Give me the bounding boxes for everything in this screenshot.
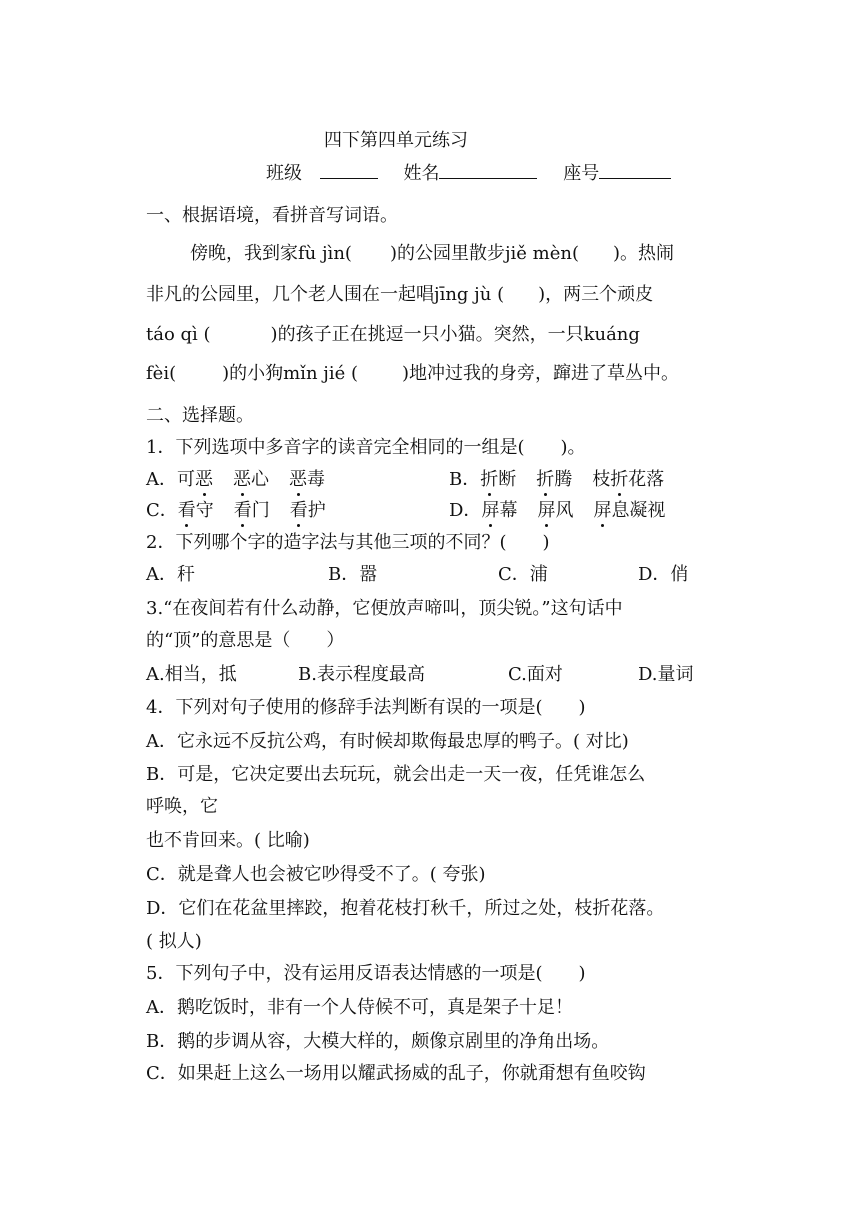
section1-line2 xyxy=(146,284,653,306)
q4-option-b-line3[interactable]: 也不肯回来。( 比喻) xyxy=(146,830,310,851)
text: )。热闹 xyxy=(613,243,675,264)
q3-option-d[interactable]: D.量词 xyxy=(638,664,694,685)
polyphonic-char: 屏 xyxy=(593,500,612,521)
option-word: 看门 xyxy=(233,500,270,521)
polyphonic-char: 屏 xyxy=(537,500,556,521)
text: fèi( xyxy=(146,363,177,384)
text: )的孩子正在挑逗一只小猫。突然，一只kuáng xyxy=(270,324,640,345)
class-label: 班级 xyxy=(266,163,302,184)
q4-stem: 4．下列对句子使用的修辞手法判断有误的一项是( ) xyxy=(146,697,586,718)
q5-option-b[interactable]: B．鹅的步调从容，大模大样的，颇像京剧里的净角出场。 xyxy=(146,1031,610,1052)
seat-blank[interactable] xyxy=(599,162,671,179)
q4-option-d-line1[interactable]: D．它们在花盆里摔跤，抱着花枝打秋千，所过之处，枝折花落。 xyxy=(146,898,665,919)
polyphonic-char: 看 xyxy=(233,500,252,521)
name-blank[interactable] xyxy=(439,162,537,179)
section2-heading: 二、选择题。 xyxy=(146,405,254,426)
text: 傍晚，我到家fù jìn( xyxy=(190,243,352,264)
text: )的小狗mǐn jié ( xyxy=(222,363,358,384)
q4-option-d-line2[interactable]: ( 拟人) xyxy=(146,931,202,952)
q3-option-b[interactable]: B.表示程度最高 xyxy=(298,664,425,685)
option-word: 枝折花落 xyxy=(592,469,665,490)
option-words xyxy=(177,469,325,490)
q4-option-c[interactable]: C．就是聋人也会被它吵得受不了。( 夸张) xyxy=(146,864,486,885)
option-word: 恶心 xyxy=(233,469,269,490)
q5-option-c[interactable]: C．如果赶上这么一场用以耀武扬威的乱子，你就甭想有鱼咬钩 xyxy=(146,1063,646,1084)
q3-option-c[interactable]: C.面对 xyxy=(508,664,563,685)
text: )地冲过我的身旁，蹿进了草丛中。 xyxy=(402,363,680,384)
option-word: 屏息凝视 xyxy=(593,500,666,521)
q3-stem-1: 3.“在夜间若有什么动静，它便放声啼叫，顶尖锐。”这句话中 xyxy=(146,598,623,619)
q5-option-a[interactable]: A．鹅吃饭时，非有一个人侍候不可，真是架子十足！ xyxy=(146,997,573,1018)
polyphonic-char: 屏 xyxy=(481,500,500,521)
q1-option-b[interactable]: B．折断 折腾 枝折花落 xyxy=(449,469,665,490)
option-word: 折腾 xyxy=(536,469,573,490)
polyphonic-char: 恶 xyxy=(195,469,213,490)
q2-option-d[interactable]: D．俏 xyxy=(638,564,689,585)
q4-option-b-line2[interactable]: 呼唤，它 xyxy=(146,796,218,817)
polyphonic-char: 看 xyxy=(289,500,308,521)
option-word: 折断 xyxy=(480,469,517,490)
section1-line1 xyxy=(190,243,674,265)
option-words xyxy=(481,500,665,521)
q2-stem: 2．下列哪个字的造字法与其他三项的不同？( ) xyxy=(146,532,550,553)
option-word: 屏风 xyxy=(537,500,574,521)
polyphonic-char: 恶 xyxy=(289,469,307,490)
option-word: 恶毒 xyxy=(289,469,325,490)
q1-option-d[interactable]: D．屏幕 屏风 屏息凝视 xyxy=(449,500,666,521)
q5-stem: 5．下列句子中，没有运用反语表达情感的一项是( ) xyxy=(146,963,586,984)
option-words xyxy=(480,469,664,490)
name-label: 姓名 xyxy=(403,163,440,184)
q2-option-a[interactable]: A．秆 xyxy=(146,564,195,585)
q3-stem-2: 的“顶”的意思是（ ） xyxy=(146,630,345,651)
text: táo qì ( xyxy=(146,324,211,345)
text: )的公园里散步jiě mèn( xyxy=(389,243,580,264)
polyphonic-char: 折 xyxy=(610,469,629,490)
section1-line3 xyxy=(146,324,640,346)
option-word: 可恶 xyxy=(177,469,213,490)
q2-option-b[interactable]: B．嚣 xyxy=(328,564,378,585)
option-word: 看护 xyxy=(289,500,326,521)
polyphonic-char: 折 xyxy=(536,469,555,490)
option-word: 屏幕 xyxy=(481,500,518,521)
q1-stem: 1．下列选项中多音字的读音完全相同的一组是( )。 xyxy=(146,437,586,458)
q1-option-a[interactable]: A．可恶 恶心 恶毒 xyxy=(146,469,325,490)
q2-option-c[interactable]: C．浦 xyxy=(498,564,548,585)
section1-line4 xyxy=(146,363,679,385)
text: )，两三个顽皮 xyxy=(538,284,654,305)
header-fields xyxy=(266,162,671,185)
class-blank[interactable] xyxy=(320,162,378,179)
q4-option-a[interactable]: A．它永远不反抗公鸡，有时候却欺侮最忠厚的鸭子。( 对比) xyxy=(146,731,629,752)
q1-option-c[interactable]: C．看守 看门 看护 xyxy=(146,500,326,521)
seat-label: 座号 xyxy=(563,163,600,184)
option-word: 看守 xyxy=(177,500,214,521)
page-title: 四下第四单元练习 xyxy=(324,130,468,151)
polyphonic-char: 恶 xyxy=(233,469,251,490)
text: 非凡的公园里，几个老人围在一起唱jīng jù ( xyxy=(146,284,505,305)
option-words xyxy=(178,500,326,521)
polyphonic-char: 看 xyxy=(177,500,196,521)
polyphonic-char: 折 xyxy=(480,469,499,490)
q4-option-b-line1[interactable]: B．可是，它决定要出去玩玩，就会出走一天一夜，任凭谁怎么 xyxy=(146,764,646,785)
q3-option-a[interactable]: A.相当，抵 xyxy=(146,664,237,685)
section1-heading: 一、根据语境，看拼音写词语。 xyxy=(146,205,398,226)
